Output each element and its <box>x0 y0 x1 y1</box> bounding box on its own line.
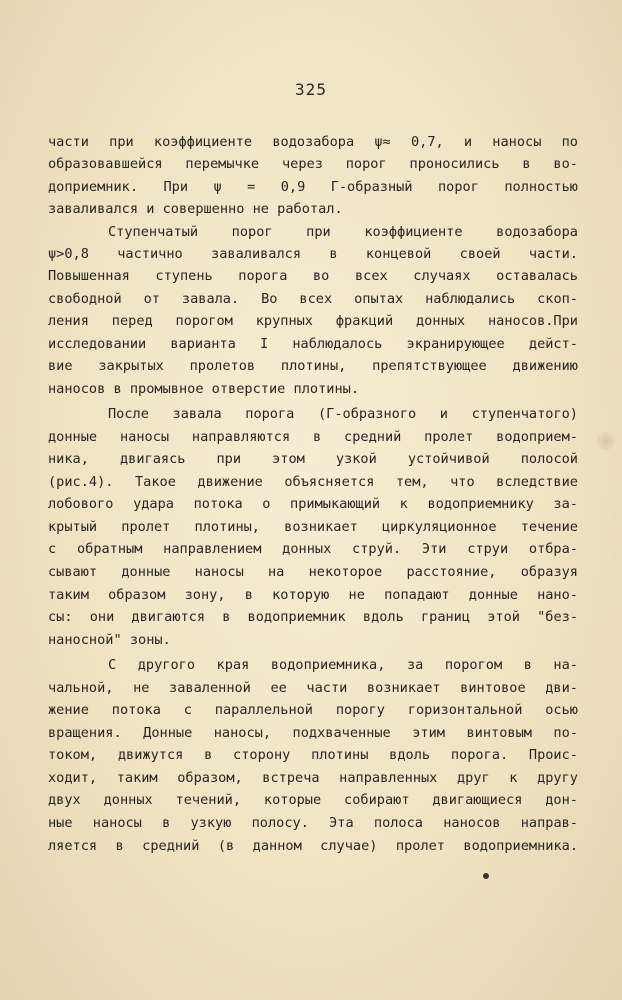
text-line: двух донных течений, которые собирают двигающиеся дон- <box>48 792 578 808</box>
punch-hole-mark <box>597 432 615 450</box>
text-line: заваливался и совершенно не работал. <box>48 201 343 217</box>
text-line: ляется в средний (в данном случае) пролет водоприемника. <box>48 838 578 854</box>
text-line: жение потока с параллельной порогу горизонтальной осью <box>48 702 578 718</box>
text-line: чальной, не заваленной ее части возникает винтовое дви- <box>48 680 578 696</box>
text-line: наносной" зоны. <box>48 632 171 648</box>
ink-dot-mark <box>483 873 489 879</box>
text-line: сывают донные наносы на некоторое расстояние, образуя <box>48 564 578 580</box>
text-line: таким образом зону, в которую не попадают донные нано- <box>48 587 578 603</box>
text-line: донные наносы направляются в средний пролет водоприем- <box>48 429 578 445</box>
text-line: лобового удара потока о примыкающий к водоприемнику за- <box>48 496 578 512</box>
text-line: наносов в промывное отверстие плотины. <box>48 381 359 397</box>
text-line: образовавшейся перемычке через порог проносились в во- <box>48 156 578 172</box>
text-line: с обратным направлением донных струй. Эти струи отбра- <box>48 541 578 557</box>
text-line: крытый пролет плотины, возникает циркуляционное течение <box>48 519 578 535</box>
text-line: С другого края водоприемника, за порогом в на- <box>108 657 578 673</box>
text-line: ления перед порогом крупных фракций донных наносов.При <box>48 313 578 329</box>
text-line: доприемник. При ψ = 0,9 Г-образный порог полностью <box>48 179 578 195</box>
text-line: ные наносы в узкую полосу. Эта полоса наносов направ- <box>48 815 578 831</box>
text-line: Повышенная ступень порога во всех случаях оставалась <box>48 268 578 284</box>
text-line: вращения. Донные наносы, подхваченные этим винтовым по- <box>48 725 578 741</box>
text-line: током, движутся в сторону плотины вдоль порога. Проис- <box>48 747 578 763</box>
text-line: сы: они двигаются в водоприемник вдоль границ этой "без- <box>48 609 578 625</box>
text-line: После завала порога (Г-образного и ступенчатого) <box>108 406 578 422</box>
text-line: свободной от завала. Во всех опытах наблюдались скоп- <box>48 291 578 307</box>
page-number: 325 <box>295 80 327 99</box>
text-line: части при коэффициенте водозабора ψ≈ 0,7, и наносы по <box>48 134 578 150</box>
text-line: (рис.4). Такое движение объясняется тем, что вследствие <box>48 474 578 490</box>
text-line: ψ>0,8 частично заваливался в концевой своей части. <box>48 246 578 262</box>
text-line: вие закрытых пролетов плотины, препятствующее движению <box>48 358 578 374</box>
text-line: Ступенчатый порог при коэффициенте водозабора <box>108 224 578 240</box>
text-line: ника, двигаясь при этом узкой устойчивой полосой <box>48 451 578 467</box>
text-line: исследовании варианта I наблюдалось экранирующее дейст- <box>48 336 578 352</box>
text-line: ходит, таким образом, встреча направленных друг к другу <box>48 770 578 786</box>
